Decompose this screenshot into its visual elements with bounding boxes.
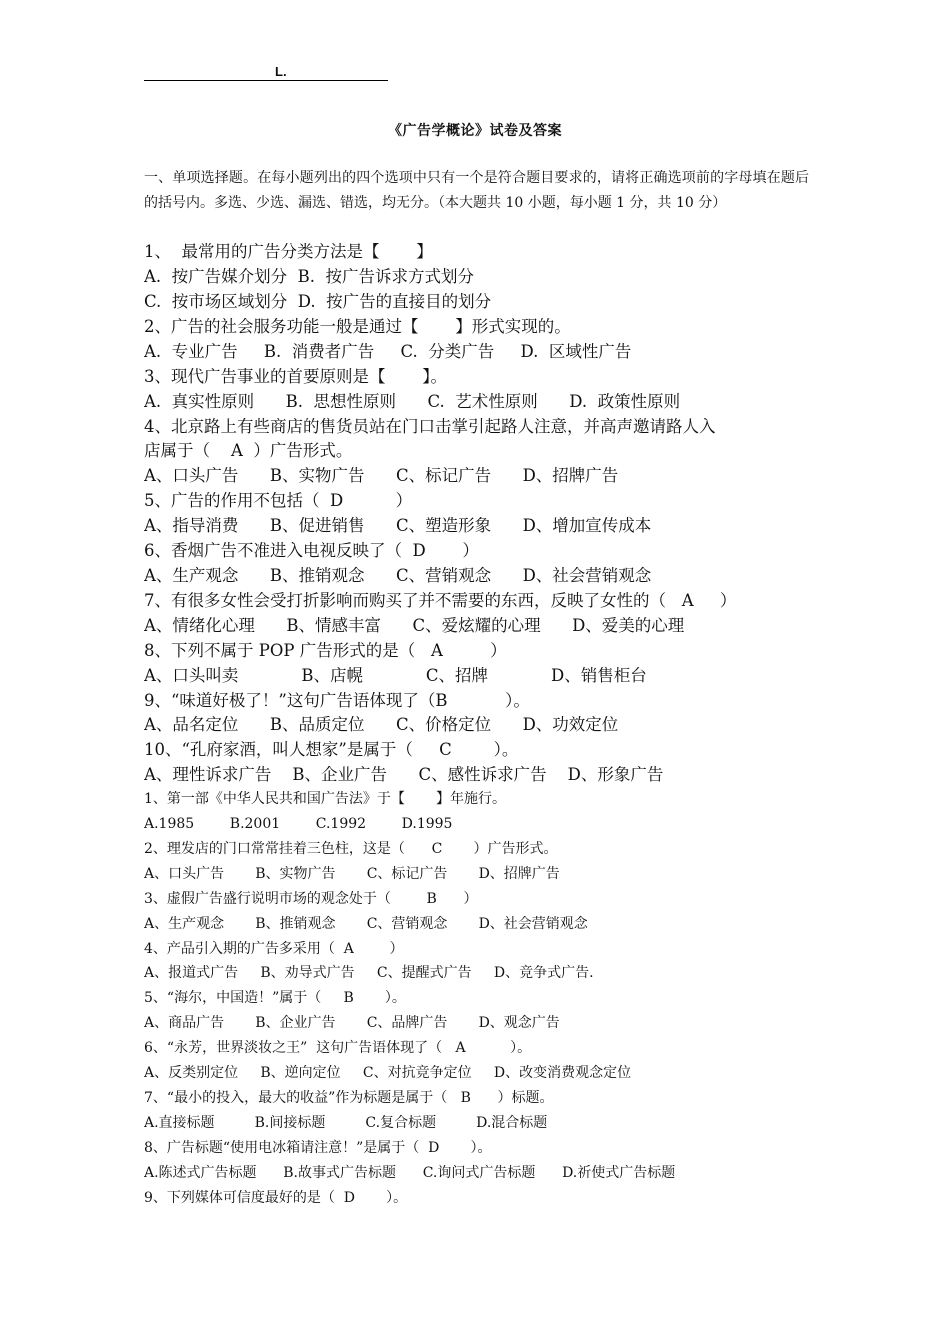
question-line: 2、广告的社会服务功能一般是通过【 】形式实现的。 <box>144 317 571 336</box>
question-line: 7、有很多女性会受打折影响而购买了并不需要的东西，反映了女性的（ A ） <box>144 591 737 610</box>
question-line: 10、“孔府家酒，叫人想家”是属于（ C ）。 <box>144 740 519 759</box>
header-mark: L. <box>275 64 287 79</box>
question-line: 9、下列媒体可信度最好的是（ D ）。 <box>144 1190 408 1206</box>
question-line: 3、现代广告事业的首要原则是【 】。 <box>144 367 447 386</box>
question-line: 2、理发店的门口常常挂着三色柱，这是（ C ）广告形式。 <box>144 841 558 857</box>
section-intro: 一、单项选择题。在每小题列出的四个选项中只有一个是符合题目要求的，请将正确选项前的字母填在题后的括号内。多选、少选、漏选、错选，均无分。（本大题共 10 小题，每小题 1 分，共 10 分） <box>144 170 809 211</box>
header-rule <box>144 80 388 81</box>
question-line: 1、 最常用的广告分类方法是【 】 <box>144 242 433 261</box>
option-line: A. 专业广告 B. 消费者广告 C. 分类广告 D. 区域性广告 <box>144 342 632 361</box>
question-line: 8、广告标题“使用电冰箱请注意！”是属于（ D ）。 <box>144 1140 492 1156</box>
option-line: A、情绪化心理 B、情感丰富 C、爱炫耀的心理 D、爱美的心理 <box>144 616 685 635</box>
option-line: A、理性诉求广告 B、企业广告 C、感性诉求广告 D、形象广告 <box>144 765 664 784</box>
question-line: 6、“永芳，世界淡妆之王” 这句广告语体现了（ A ）。 <box>144 1040 532 1056</box>
question-line: 4、产品引入期的广告多采用（ A ） <box>144 941 404 957</box>
option-line: A、指导消费 B、促进销售 C、塑造形象 D、增加宣传成本 <box>144 516 652 535</box>
option-line: A、反类别定位 B、逆向定位 C、对抗竞争定位 D、改变消费观念定位 <box>144 1065 632 1081</box>
option-line: A、商品广告 B、企业广告 C、品牌广告 D、观念广告 <box>144 1015 560 1031</box>
option-line: A、口头广告 B、实物广告 C、标记广告 D、招牌广告 <box>144 466 619 485</box>
question-line: 5、“海尔，中国造！”属于（ B ）。 <box>144 990 406 1006</box>
question-line: 9、“味道好极了！”这句广告语体现了（B ）。 <box>144 691 530 710</box>
option-line: A、生产观念 B、推销观念 C、营销观念 D、社会营销观念 <box>144 916 588 932</box>
question-line: 7、“最小的投入，最大的收益”作为标题是属于（ B ）标题。 <box>144 1090 554 1106</box>
option-line: A、口头广告 B、实物广告 C、标记广告 D、招牌广告 <box>144 866 560 882</box>
option-line: A、生产观念 B、推销观念 C、营销观念 D、社会营销观念 <box>144 566 652 585</box>
option-line: C. 按市场区域划分 D. 按广告的直接目的划分 <box>144 292 492 311</box>
option-line: A.陈述式广告标题 B.故事式广告标题 C.询问式广告标题 D.祈使式广告标题 <box>144 1165 676 1181</box>
question-line: 3、虚假广告盛行说明市场的观念处于（ B ） <box>144 891 478 907</box>
question-line: 1、第一部《中华人民共和国广告法》于【 】年施行。 <box>144 791 507 807</box>
option-line: A. 真实性原则 B. 思想性原则 C. 艺术性原则 D. 政策性原则 <box>144 392 681 411</box>
option-line: A、报道式广告 B、劝导式广告 C、提醒式广告 D、竞争式广告. <box>144 965 594 981</box>
option-line: A.直接标题 B.间接标题 C.复合标题 D.混合标题 <box>144 1115 548 1131</box>
question-line: 店属于（ A ）广告形式。 <box>144 441 353 460</box>
option-line: A、口头叫卖 B、店幌 C、招牌 D、销售柜台 <box>144 666 647 685</box>
option-line: A. 按广告媒介划分 B. 按广告诉求方式划分 <box>144 267 474 286</box>
page-title: 《广告学概论》试卷及答案 <box>388 123 562 139</box>
option-line: A.1985 B.2001 C.1992 D.1995 <box>144 816 453 832</box>
question-line: 5、广告的作用不包括（ D ） <box>144 491 413 510</box>
question-line: 4、北京路上有些商店的售货员站在门口击掌引起路人注意，并高声邀请路人入 <box>144 417 716 436</box>
question-line: 6、香烟广告不准进入电视反映了（ D ） <box>144 541 479 560</box>
question-line: 8、下列不属于 POP 广告形式的是（ A ） <box>144 641 507 660</box>
option-line: A、品名定位 B、品质定位 C、价格定位 D、功效定位 <box>144 715 619 734</box>
